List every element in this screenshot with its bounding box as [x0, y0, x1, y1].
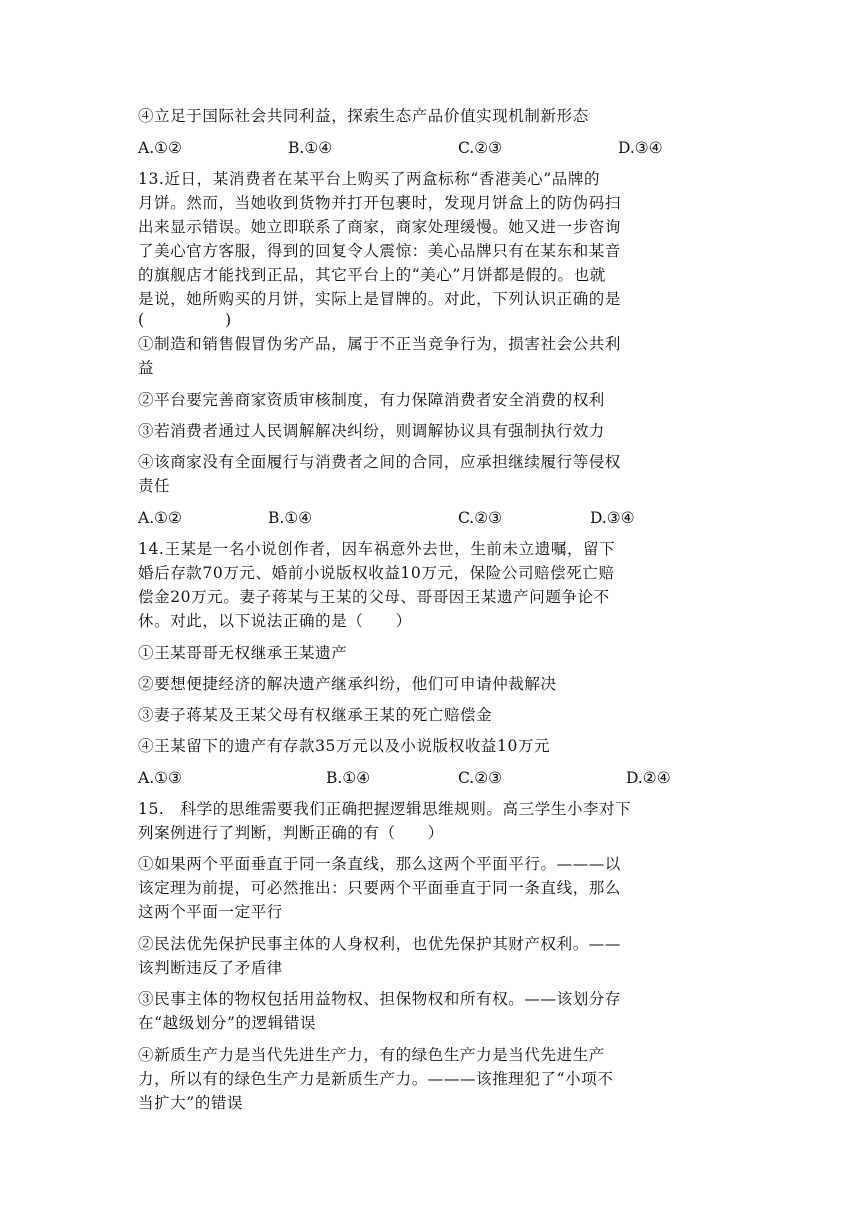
q12-option-4: ④立足于国际社会共同利益，探索生态产品价值实现机制新形态	[138, 107, 589, 125]
q13-text-line: 出来显示错误。她立即联系了商家，商家处理缓慢。她又进一步咨询	[138, 218, 622, 236]
q15-option-2-cont: 该判断违反了矛盾律	[138, 959, 283, 977]
q13-text-line: 月饼。然而，当她收到货物并打开包裹时，发现月饼盒上的防伪码扫	[138, 194, 622, 212]
q14-option-1: ①王某哥哥无权继承王某遗产	[138, 644, 348, 662]
q13-answer-a: A.①②	[138, 509, 182, 527]
q15-option-2: ②民法优先保护民事主体的人身权利，也优先保护其财产权利。——	[138, 935, 622, 953]
q14-answer-a: A.①③	[138, 769, 182, 787]
q14-text-line: 14.王某是一名小说创作者，因车祸意外去世，生前未立遗嘱，留下	[138, 540, 616, 558]
q12-answer-a: A.①②	[138, 139, 182, 157]
q14-option-3: ③妻子蒋某及王某父母有权继承王某的死亡赔偿金	[138, 706, 493, 724]
q13-option-1: ①制造和销售假冒伪劣产品，属于不正当竞争行为，损害社会公共利	[138, 335, 622, 353]
q13-option-4: ④该商家没有全面履行与消费者之间的合同，应承担继续履行等侵权	[138, 453, 622, 471]
q13-text-line: 13.近日，某消费者在某平台上购买了两盒标称“香港美心”品牌的	[138, 170, 601, 188]
q14-text-line: 休。对此，以下说法正确的是（ ）	[138, 612, 412, 630]
q13-answer-d: D.③④	[590, 509, 635, 527]
q13-answer-c: C.②③	[458, 509, 503, 527]
q15-option-4: ④新质生产力是当代先进生产力，有的绿色生产力是当代先进生产	[138, 1046, 605, 1064]
q12-answer-b: B.①④	[288, 139, 333, 157]
q13-option-2: ②平台要完善商家资质审核制度，有力保障消费者安全消费的权利	[138, 391, 605, 409]
q12-answer-d: D.③④	[618, 139, 663, 157]
q15-option-1-cont: 该定理为前提，可必然推出：只要两个平面垂直于同一条直线，那么	[138, 879, 622, 897]
q15-option-1-cont: 这两个平面一定平行	[138, 903, 283, 921]
q13-text-line: 的旗舰店才能找到正品，其它平台上的“美心”月饼都是假的。也就	[138, 266, 606, 284]
q15-text-line: 列案例进行了判断，判断正确的有（ ）	[138, 824, 444, 842]
q14-answer-c: C.②③	[458, 769, 503, 787]
q15-text-line: 15. 科学的思维需要我们正确把握逻辑思维规则。高三学生小李对下	[138, 800, 632, 818]
q13-answer-blank: ( )	[138, 311, 232, 329]
q15-option-3: ③民事主体的物权包括用益物权、担保物权和所有权。——该划分存	[138, 990, 622, 1008]
q13-text-line: 是说，她所购买的月饼，实际上是冒牌的。对此，下列认识正确的是	[138, 290, 622, 308]
q15-option-1: ①如果两个平面垂直于同一条直线，那么这两个平面平行。———以	[138, 855, 622, 873]
q14-text-line: 偿金20万元。妻子蒋某与王某的父母、哥哥因王某遗产问题争论不	[138, 588, 610, 606]
q13-option-4-cont: 责任	[138, 477, 171, 495]
q13-option-1-cont: 益	[138, 359, 155, 377]
q14-option-2: ②要想便捷经济的解决遗产继承纠纷，他们可申请仲裁解决	[138, 675, 557, 693]
q15-option-4-cont: 当扩大”的错误	[138, 1094, 244, 1112]
q13-text-line: 了美心官方客服，得到的回复令人震惊：美心品牌只有在某东和某音	[138, 242, 622, 260]
q14-answer-d: D.②④	[626, 769, 671, 787]
q12-answer-c: C.②③	[458, 139, 503, 157]
q14-text-line: 婚后存款70万元、婚前小说版权收益10万元，保险公司赔偿死亡赔	[138, 564, 615, 582]
q15-option-4-cont: 力，所以有的绿色生产力是新质生产力。———该推理犯了“小项不	[138, 1070, 614, 1088]
q14-option-4: ④王某留下的遗产有存款35万元以及小说版权收益10万元	[138, 737, 551, 755]
q13-answer-b: B.①④	[268, 509, 313, 527]
q14-answer-b: B.①④	[326, 769, 371, 787]
q15-option-3-cont: 在“越级划分”的逻辑错误	[138, 1014, 317, 1032]
q13-option-3: ③若消费者通过人民调解解决纠纷，则调解协议具有强制执行效力	[138, 422, 605, 440]
